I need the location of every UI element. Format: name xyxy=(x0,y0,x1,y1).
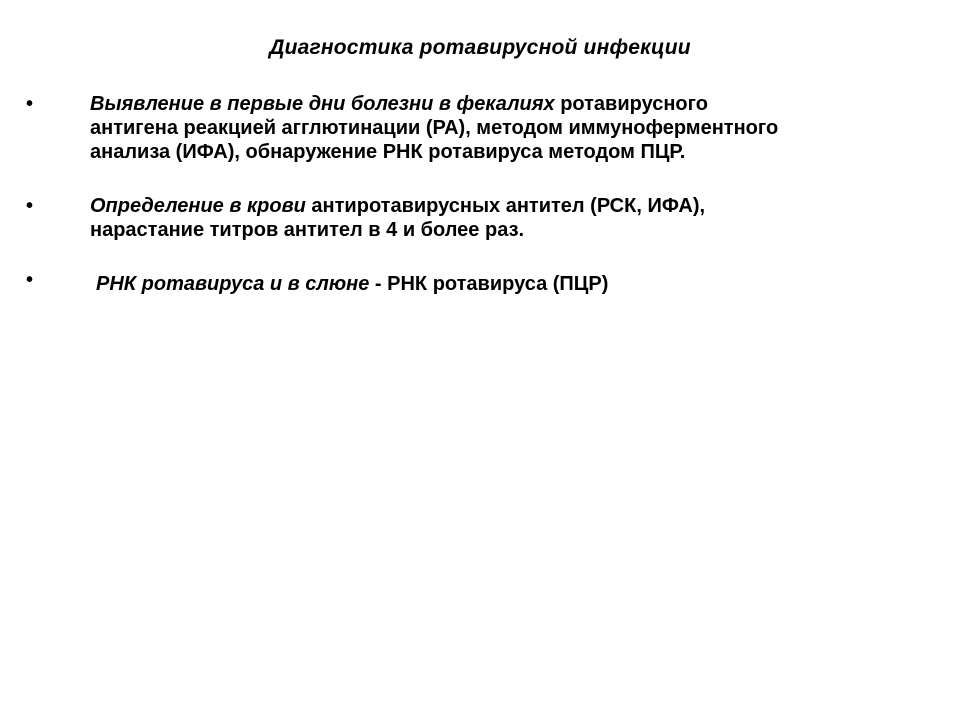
bullet-item-2-line-2: нарастание титров антител в 4 и более раз. xyxy=(90,219,525,241)
bullet-item-2-lead: Определение в крови xyxy=(90,195,306,217)
bullet-item-2-line-1 xyxy=(90,194,930,218)
bullet-marker: • xyxy=(26,93,34,115)
bullet-item-2-text: антиротавирусных антител (РСК, ИФА), xyxy=(305,195,706,217)
bullet-marker: • xyxy=(26,269,34,291)
bullet-item-1-lead: Выявление в первые дни болезни в фекалиях xyxy=(90,93,555,115)
slide-title: Диагностика ротавирусной инфекции xyxy=(269,36,691,59)
bullet-item-1-text: ротавирусного xyxy=(554,93,708,115)
bullet-item-1-line-2: антигена реакцией агглютинации (РА), методом иммуноферментного xyxy=(90,117,779,139)
bullet-item-3-line-1 xyxy=(96,272,936,296)
bullet-item-3-lead: РНК ротавируса и в слюне xyxy=(96,273,370,295)
bullet-item-1-line-1 xyxy=(90,92,930,116)
bullet-marker: • xyxy=(26,195,34,217)
bullet-item-2 xyxy=(90,194,930,242)
bullet-item-1 xyxy=(90,92,930,164)
bullet-item-3 xyxy=(96,272,936,296)
bullet-item-1-line-3: анализа (ИФА), обнаружение РНК ротавируса методом ПЦР. xyxy=(90,141,686,163)
bullet-item-3-text: - РНК ротавируса (ПЦР) xyxy=(369,273,609,295)
